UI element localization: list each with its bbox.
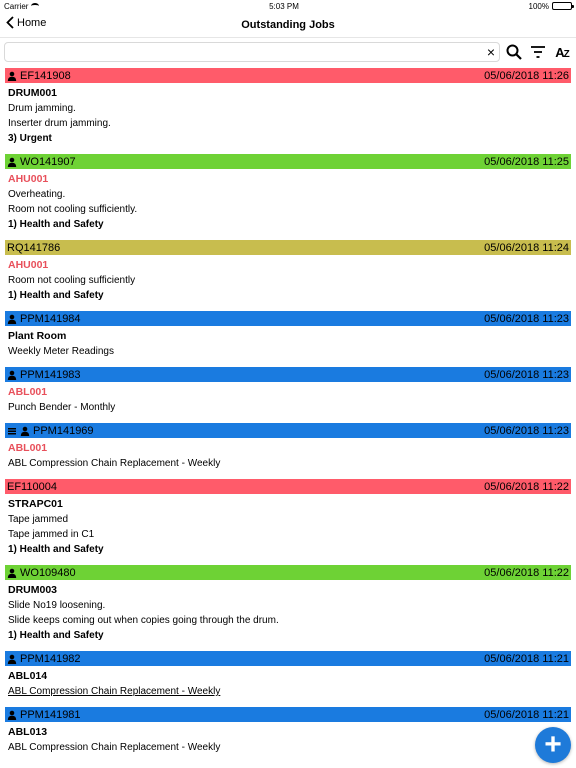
job-header-left <box>7 481 57 493</box>
job-item[interactable] <box>0 68 576 146</box>
sort-az-icon: AZ <box>555 44 569 60</box>
job-asset: DRUM001 <box>8 87 58 99</box>
back-button[interactable] <box>6 16 46 29</box>
job-asset: ABL014 <box>8 670 48 682</box>
job-description: Weekly Meter Readings <box>8 346 114 357</box>
job-date: 05/06/2018 11:23 <box>484 424 569 437</box>
job-header[interactable] <box>5 240 571 255</box>
job-asset: DRUM003 <box>8 584 58 596</box>
person-icon <box>7 314 17 324</box>
job-body <box>0 494 576 557</box>
search-button[interactable] <box>504 42 524 62</box>
job-description: ABL Compression Chain Replacement - Weekly <box>8 458 221 469</box>
job-header[interactable] <box>5 651 571 666</box>
job-body <box>0 255 576 303</box>
clock: 5:03 PM <box>269 1 299 11</box>
job-date: 05/06/2018 11:22 <box>484 566 569 579</box>
job-body <box>0 580 576 643</box>
job-body <box>0 83 576 146</box>
job-asset: STRAPC01 <box>8 498 63 510</box>
job-header-left <box>7 156 76 168</box>
job-priority: 3) Urgent <box>8 133 52 144</box>
job-header[interactable] <box>5 707 571 722</box>
job-header[interactable] <box>5 154 571 169</box>
job-header-left <box>7 70 71 82</box>
job-asset: ABL001 <box>8 442 48 454</box>
job-header[interactable] <box>5 479 571 494</box>
list-icon <box>7 426 17 436</box>
job-item[interactable] <box>0 154 576 232</box>
job-asset: Plant Room <box>8 330 67 342</box>
person-icon <box>7 71 17 81</box>
job-body <box>0 326 576 359</box>
job-header-left <box>7 653 81 665</box>
job-date: 05/06/2018 11:21 <box>484 652 569 665</box>
person-icon <box>7 710 17 720</box>
person-icon <box>7 370 17 380</box>
job-id: PPM141984 <box>20 312 81 325</box>
job-description: Room not cooling sufficiently. <box>8 204 138 215</box>
clear-icon[interactable]: × <box>486 44 495 60</box>
job-priority: 1) Health and Safety <box>8 219 104 230</box>
navigation-bar <box>0 12 576 38</box>
job-asset: AHU001 <box>8 173 49 185</box>
job-date: 05/06/2018 11:21 <box>484 708 569 721</box>
person-icon <box>7 654 17 664</box>
job-body <box>0 382 576 415</box>
job-id: PPM141982 <box>20 652 81 665</box>
job-header-left <box>7 425 94 437</box>
job-header[interactable] <box>5 367 571 382</box>
job-date: 05/06/2018 11:24 <box>484 241 569 254</box>
job-id: WO141907 <box>20 155 76 168</box>
job-description: Inserter drum jamming. <box>8 118 111 129</box>
job-description: Tape jammed <box>8 514 69 525</box>
search-input[interactable] <box>5 44 499 62</box>
job-body <box>0 169 576 232</box>
job-id: RQ141786 <box>7 241 61 254</box>
job-date: 05/06/2018 11:25 <box>484 155 569 168</box>
chevron-left-icon <box>6 16 14 29</box>
job-date: 05/06/2018 11:23 <box>484 312 569 325</box>
status-left <box>4 2 39 11</box>
battery-icon <box>552 2 572 10</box>
person-icon <box>7 568 17 578</box>
job-description: Slide No19 loosening. <box>8 600 106 611</box>
job-id: PPM141983 <box>20 368 81 381</box>
job-header-left <box>7 242 60 254</box>
status-bar <box>0 0 576 12</box>
search-toolbar <box>0 40 576 64</box>
job-priority: 1) Health and Safety <box>8 290 104 301</box>
job-description: Punch Bender - Monthly <box>8 402 116 413</box>
person-icon <box>7 157 17 167</box>
job-item[interactable] <box>0 707 576 755</box>
job-description: Slide keeps coming out when copies going through the drum. <box>8 615 279 626</box>
job-id: PPM141981 <box>20 708 81 721</box>
job-asset: AHU001 <box>8 259 49 271</box>
job-description: Drum jamming. <box>8 103 76 114</box>
job-header-left <box>7 369 81 381</box>
job-date: 05/06/2018 11:22 <box>484 480 569 493</box>
battery-percent: 100% <box>528 1 549 11</box>
job-header[interactable] <box>5 68 571 83</box>
wifi-icon <box>31 3 39 9</box>
job-date: 05/06/2018 11:26 <box>484 69 569 82</box>
job-id: EF141908 <box>20 69 71 82</box>
back-button-label: Home <box>17 16 47 29</box>
filter-button[interactable] <box>528 42 548 62</box>
page-title: Outstanding Jobs <box>241 18 335 31</box>
job-asset: ABL001 <box>8 386 48 398</box>
job-priority: 1) Health and Safety <box>8 630 104 641</box>
search-field <box>4 42 500 62</box>
job-item[interactable] <box>0 479 576 557</box>
person-icon <box>20 426 30 436</box>
job-priority: 1) Health and Safety <box>8 544 104 555</box>
job-header-left <box>7 567 76 579</box>
job-item[interactable] <box>0 565 576 643</box>
job-item[interactable] <box>0 651 576 699</box>
job-header[interactable] <box>5 423 571 438</box>
job-description: ABL Compression Chain Replacement - Weekly <box>8 742 221 753</box>
job-header-left <box>7 313 81 325</box>
job-item[interactable] <box>0 240 576 303</box>
job-item[interactable] <box>0 311 576 359</box>
status-right <box>529 2 572 11</box>
search-icon <box>506 44 522 60</box>
carrier-label: Carrier <box>4 1 29 11</box>
job-list <box>0 68 576 755</box>
add-job-button[interactable] <box>535 727 571 763</box>
job-description: Overheating. <box>8 189 66 200</box>
job-description: Room not cooling sufficiently <box>8 275 136 286</box>
job-body <box>0 722 576 755</box>
job-description: Tape jammed in C1 <box>8 529 95 540</box>
job-item[interactable] <box>0 423 576 471</box>
plus-icon: + <box>544 728 562 761</box>
job-asset: ABL013 <box>8 726 48 738</box>
sort-button[interactable] <box>552 42 572 62</box>
job-id: WO109480 <box>20 566 76 579</box>
job-header[interactable] <box>5 311 571 326</box>
job-item[interactable] <box>0 367 576 415</box>
job-id: PPM141969 <box>33 424 94 437</box>
filter-icon <box>530 45 546 59</box>
job-date: 05/06/2018 11:23 <box>484 368 569 381</box>
job-body <box>0 438 576 471</box>
job-id: EF110004 <box>7 480 57 493</box>
job-header[interactable] <box>5 565 571 580</box>
job-description: ABL Compression Chain Replacement - Weekly <box>8 686 221 697</box>
job-header-left <box>7 709 81 721</box>
job-body <box>0 666 576 699</box>
